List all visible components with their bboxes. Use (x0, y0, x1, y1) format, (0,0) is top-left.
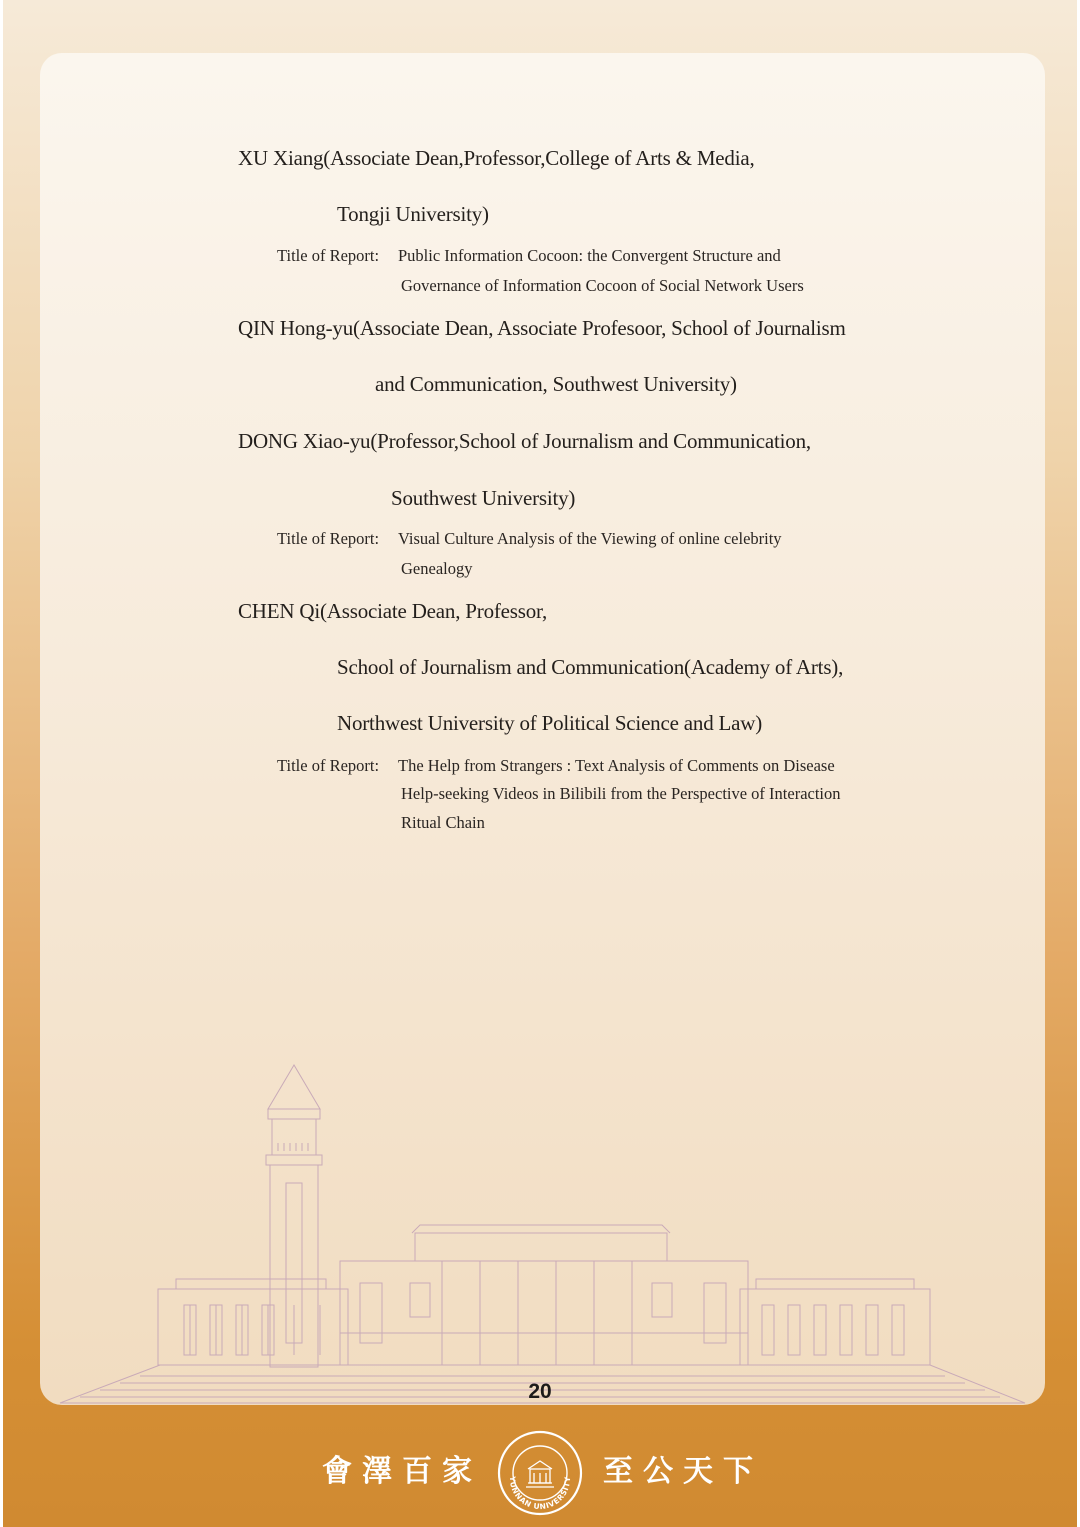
report-title-line: Public Information Cocoon: the Convergent Structure and (398, 246, 781, 265)
page-edge-left (0, 0, 3, 1527)
university-seal-icon (496, 1429, 584, 1517)
report-title-line: Help-seeking Videos in Bilibili from the Perspective of Interaction (401, 784, 841, 803)
speaker-name-line: DONG Xiao-yu(Professor,School of Journalism and Communication, (238, 429, 811, 453)
motto-right: 至公天下 (603, 1454, 763, 1489)
report-title-line: Ritual Chain (401, 813, 485, 832)
report-title-line: Genealogy (401, 559, 473, 578)
speaker-name-line: CHEN Qi(Associate Dean, Professor, (238, 599, 548, 623)
speaker-name-line: XU Xiang(Associate Dean,Professor,College of Arts & Media, (238, 146, 755, 170)
speaker-affiliation-line: Southwest University) (391, 486, 576, 510)
report-title-label: Title of Report: (277, 756, 380, 775)
report-title-line: Governance of Information Cocoon of Social Network Users (401, 276, 804, 295)
speaker-affiliation-line: School of Journalism and Communication(Academy of Arts), (337, 655, 844, 679)
speaker-affiliation-line: and Communication, Southwest University) (375, 372, 737, 396)
motto-left: 會澤百家 (322, 1454, 482, 1489)
university-building-illustration (40, 1043, 1045, 1405)
report-title-line: The Help from Strangers : Text Analysis of Comments on Disease (398, 756, 835, 775)
seal-text: YUNNAN UNIVERSITY (507, 1476, 573, 1512)
report-title-line: Visual Culture Analysis of the Viewing of online celebrity (398, 529, 782, 548)
speaker-affiliation-line: Tongji University) (337, 202, 489, 226)
report-title-label: Title of Report: (277, 529, 380, 548)
speaker-affiliation-line: Northwest University of Political Science and Law) (337, 711, 763, 735)
report-title-label: Title of Report: (277, 246, 380, 265)
page-number: 20 (528, 1380, 552, 1403)
speaker-name-line: QIN Hong-yu(Associate Dean, Associate Profesoor, School of Journalism (238, 316, 846, 340)
